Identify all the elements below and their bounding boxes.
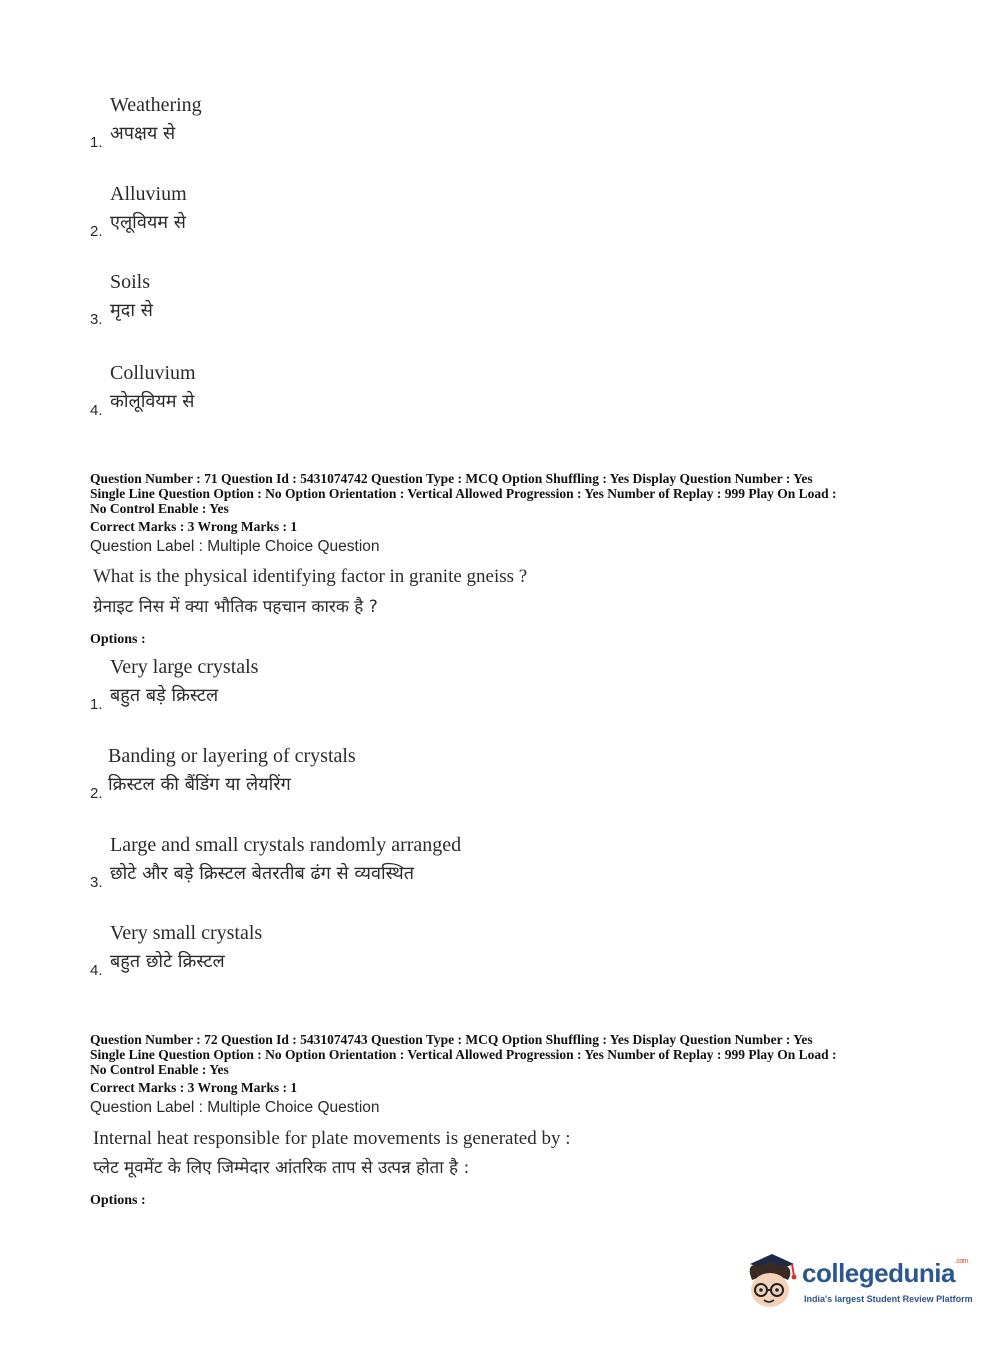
question-meta (90, 471, 920, 516)
meta-line: No Control Enable : Yes (90, 1062, 229, 1077)
option-text-en: Large and small crystals randomly arranged (110, 834, 462, 856)
options-label: Options : (90, 1193, 146, 1208)
meta-line: No Control Enable : Yes (90, 501, 229, 516)
option-text-en: Banding or layering of crystals (108, 745, 356, 767)
question-meta (90, 1032, 920, 1077)
question-text-hi: प्लेट मूवमेंट के लिए जिम्मेदार आंतरिक ताप से उत्पन्न होता है : (93, 1158, 470, 1178)
option-text-hi: बहुत बड़े क्रिस्टल (110, 685, 219, 706)
meta-line: Single Line Question Option : No Option Orientation : Vertical Allowed Progression : Yes Number of Replay : 999 Play On Load : (90, 1047, 837, 1062)
option-text-en: Alluvium (110, 183, 187, 205)
option-number: 1. (90, 696, 103, 713)
option-text-hi: मृदा से (110, 300, 153, 321)
option-text-en: Very large crystals (110, 656, 259, 678)
option-text-hi: अपक्षय से (110, 123, 176, 144)
option-text-hi: क्रिस्टल की बैंडिंग या लेयरिंग (108, 774, 291, 795)
option-text-hi: कोलूवियम से (110, 391, 195, 412)
option-number: 1. (90, 134, 103, 151)
option-text-hi: एलूवियम से (110, 212, 186, 233)
question-marks: Correct Marks : 3 Wrong Marks : 1 (90, 1080, 298, 1095)
brand-suffix: .com (954, 1258, 969, 1265)
option-number: 4. (90, 962, 103, 979)
mascot-icon (742, 1250, 800, 1312)
question-text-hi: ग्रेनाइट निस में क्या भौतिक पहचान कारक है ? (93, 597, 378, 617)
question-marks: Correct Marks : 3 Wrong Marks : 1 (90, 519, 298, 534)
option-text-en: Weathering (110, 94, 202, 116)
brand-tagline: India's largest Student Review Platform (804, 1294, 973, 1304)
collegedunia-logo (742, 1250, 972, 1312)
option-text-hi: बहुत छोटे क्रिस्टल (110, 951, 225, 972)
brand-name: collegedunia (802, 1258, 955, 1288)
option-number: 4. (90, 402, 103, 419)
option-text-en: Colluvium (110, 362, 196, 384)
option-number: 3. (90, 874, 103, 891)
option-number: 3. (90, 311, 103, 328)
question-label: Question Label : Multiple Choice Question (90, 1099, 380, 1116)
option-number: 2. (90, 223, 103, 240)
question-text-en: Internal heat responsible for plate movements is generated by : (93, 1128, 571, 1149)
meta-line: Single Line Question Option : No Option Orientation : Vertical Allowed Progression : Yes Number of Replay : 999 Play On Load : (90, 486, 837, 501)
option-number: 2. (90, 785, 103, 802)
question-label: Question Label : Multiple Choice Question (90, 538, 380, 555)
question-text-en: What is the physical identifying factor in granite gneiss ? (93, 566, 528, 587)
meta-line: Question Number : 71 Question Id : 5431074742 Question Type : MCQ Option Shuffling : Yes Display Question Number : Yes (90, 471, 813, 486)
option-text-hi: छोटे और बड़े क्रिस्टल बेतरतीब ढंग से व्यवस्थित (110, 863, 415, 884)
meta-line: Question Number : 72 Question Id : 5431074743 Question Type : MCQ Option Shuffling : Yes Display Question Number : Yes (90, 1032, 813, 1047)
option-text-en: Soils (110, 271, 151, 293)
option-text-en: Very small crystals (110, 922, 263, 944)
options-label: Options : (90, 632, 146, 647)
